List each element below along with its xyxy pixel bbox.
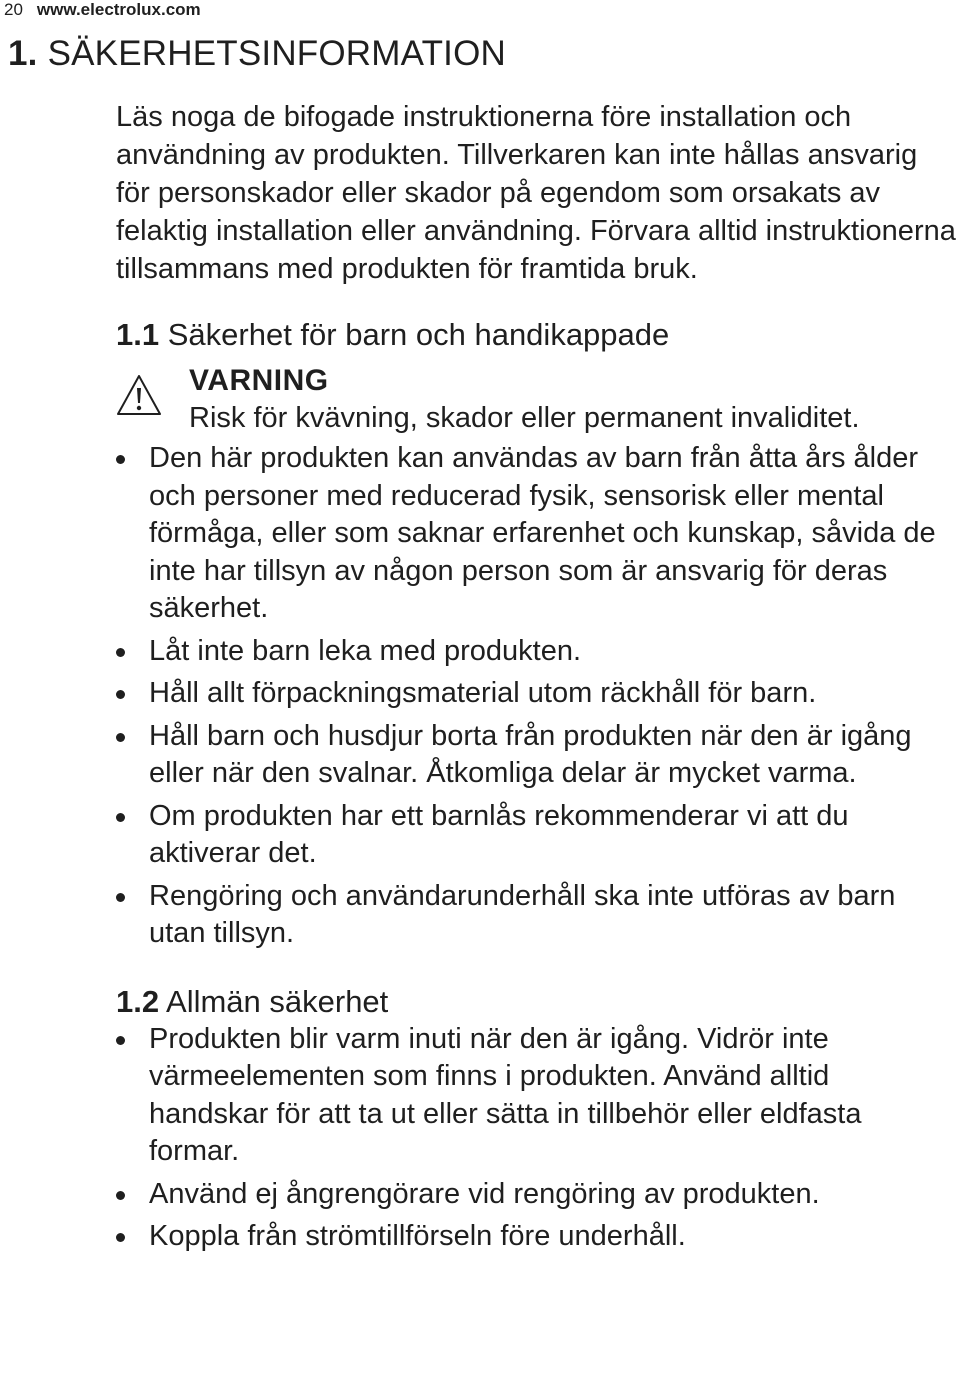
- warning-block: [116, 362, 956, 440]
- list-item-text: Produkten blir varm inuti när den är igång. Vidrör inte värmeelementen som finns i produkten. Använd alltid handskar för att ta ut eller sätta in tillbehör eller eldfasta formar.: [149, 1022, 862, 1167]
- subsection-title: Säkerhet för barn och handikappade: [167, 317, 670, 352]
- list-item: [116, 1218, 956, 1256]
- child-safety-list: [116, 440, 956, 953]
- warning-triangle-icon: [116, 374, 162, 416]
- list-item-text: Håll barn och husdjur borta från produkten när den är igång eller när den svalnar. Åtkomliga delar är mycket varma.: [149, 719, 912, 789]
- bullet-icon: [116, 690, 125, 699]
- bullet-icon: [116, 648, 125, 657]
- subsection-title: Allmän säkerhet: [166, 983, 389, 1019]
- bullet-icon: [116, 733, 125, 742]
- intro-paragraph: Läs noga de bifogade instruktionerna före installation och användning av produkten. Tillverkaren kan inte hållas ansvarig för personskador eller skador på egendom som orsakats av felaktig installation eller användning. Förvara alltid instruktionerna tillsammans med produkten för framtida bruk.: [116, 101, 956, 285]
- list-item: [116, 878, 956, 953]
- bullet-icon: [116, 1191, 125, 1200]
- bullet-icon: [116, 813, 125, 822]
- list-item: [116, 718, 956, 793]
- section-number: 1.: [8, 34, 38, 73]
- bullet-icon: [116, 893, 125, 902]
- page-number: 20: [4, 0, 23, 19]
- subsection-heading-general-safety: [116, 983, 956, 1021]
- list-item: [116, 798, 956, 873]
- list-item: [116, 440, 956, 628]
- general-safety-list: [116, 1021, 956, 1256]
- list-item-text: Koppla från strömtillförseln före underhåll.: [149, 1220, 686, 1252]
- list-item: [116, 675, 956, 713]
- list-item-text: Den här produkten kan användas av barn från åtta års ålder och personer med reducerad fysik, sensorisk eller mental förmåga, eller som saknar erfarenhet och kunskap, såvida de inte har tillsyn av någon person som är ansvarig för deras säkerhet.: [149, 442, 936, 624]
- list-item-text: Använd ej ångrengörare vid rengöring av produkten.: [149, 1177, 820, 1210]
- list-item-text: Rengöring och användarunderhåll ska inte utföras av barn utan tillsyn.: [149, 879, 896, 949]
- list-item-text: Låt inte barn leka med produkten.: [149, 634, 582, 667]
- page-header: [4, 0, 201, 24]
- warning-title: VARNING: [189, 364, 329, 397]
- list-item-text: Håll allt förpackningsmaterial utom räckhåll för barn.: [149, 677, 817, 709]
- subsection-heading-child-safety: [116, 316, 956, 354]
- bullet-icon: [116, 455, 125, 464]
- bullet-icon: [116, 1233, 125, 1242]
- subsection-number: 1.1: [116, 317, 160, 352]
- subsection-number: 1.2: [116, 983, 160, 1019]
- list-item-text: Om produkten har ett barnlås rekommenderar vi att du aktiverar det.: [149, 799, 849, 869]
- list-item: [116, 1176, 956, 1214]
- section-title: [8, 34, 506, 74]
- list-item: [116, 633, 956, 671]
- warning-text: Risk för kvävning, skador eller permanent invaliditet.: [189, 402, 860, 434]
- list-item: [116, 1021, 956, 1171]
- bullet-icon: [116, 1036, 125, 1045]
- site-url[interactable]: www.electrolux.com: [36, 0, 201, 19]
- section-title-text: SÄKERHETSINFORMATION: [47, 34, 506, 73]
- main-content: [116, 98, 956, 1261]
